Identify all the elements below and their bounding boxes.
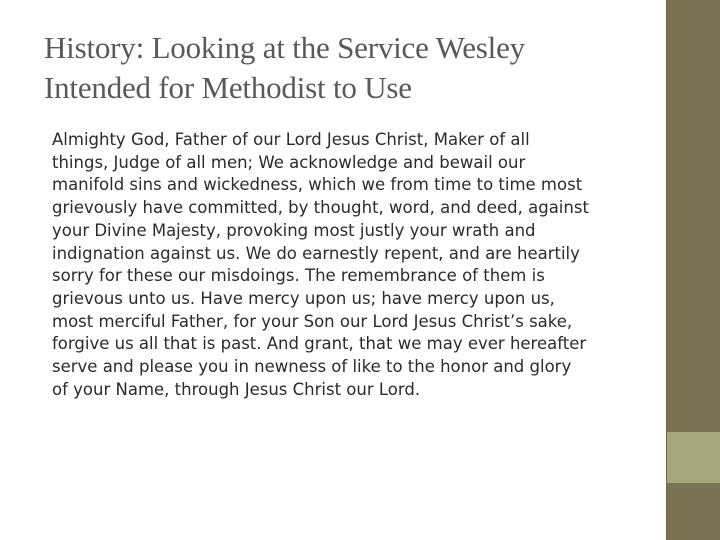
body-line: indignation against us. We do earnestly repent, and are heartily bbox=[52, 243, 580, 263]
body-line: grievously have committed, by thought, word, and deed, against bbox=[52, 198, 589, 218]
decorative-sidebar bbox=[666, 0, 720, 540]
body-line: sorry for these our misdoings. The remembrance of them is bbox=[52, 266, 545, 286]
body-line: forgive us all that is past. And grant, that we may ever hereafter bbox=[52, 334, 587, 354]
body-line: grievous unto us. Have mercy upon us; have mercy upon us, bbox=[52, 288, 555, 308]
prayer-text bbox=[52, 129, 652, 401]
sidebar-stripe-top bbox=[666, 0, 720, 432]
body-line: serve and please you in newness of like to the honor and glory bbox=[52, 357, 572, 377]
body-line: manifold sins and wickedness, which we from time to time most bbox=[52, 175, 583, 195]
slide-title bbox=[44, 28, 644, 108]
body-line: of your Name, through Jesus Christ our Lord. bbox=[52, 379, 421, 399]
body-line: Almighty God, Father of our Lord Jesus Christ, Maker of all bbox=[52, 130, 530, 149]
sidebar-stripe-bottom bbox=[666, 483, 720, 540]
sidebar-accent-block bbox=[666, 432, 720, 483]
body-line: your Divine Majesty, provoking most justly your wrath and bbox=[52, 220, 536, 240]
title-line: Intended for Methodist to Use bbox=[44, 70, 412, 105]
body-line: most merciful Father, for your Son our Lord Jesus Christ’s sake, bbox=[52, 311, 573, 331]
sidebar-divider bbox=[666, 0, 667, 540]
title-line: History: Looking at the Service Wesley bbox=[44, 30, 525, 65]
body-line: things, Judge of all men; We acknowledge and bewail our bbox=[52, 152, 526, 172]
